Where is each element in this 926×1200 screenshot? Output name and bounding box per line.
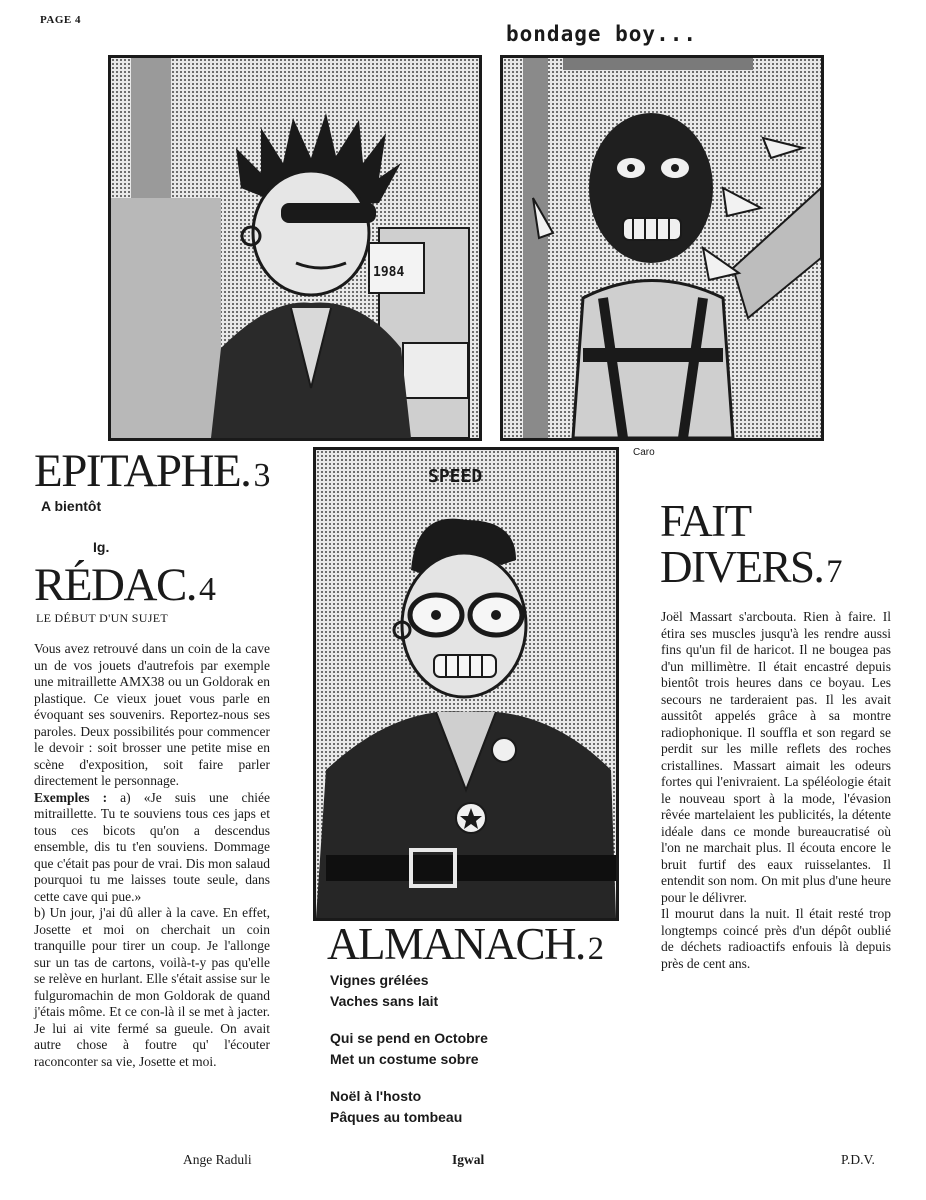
punk-illustration [111,58,479,438]
poem-stanza-3 [330,1086,600,1128]
comic-panel-speed [313,447,619,921]
poem-stanza-2 [330,1028,600,1070]
comic-strip-title: bondage boy... [506,22,698,46]
epitaphe-title: EPITAPHE. [34,445,251,497]
almanach-poem [330,970,600,1144]
epitaphe-number: 3 [253,457,271,494]
fait-divers-paragraph-2: Il mourut dans la nuit. Il était resté trop longtemps coincé près d'un dépôt oublié de déchets radioactifs enfouis là depuis près de cent ans. [661,906,891,971]
poem-line: Pâques au tombeau [330,1109,463,1125]
fait-divers-number: 7 [826,554,843,590]
redac-paragraph-2 [34,790,270,906]
fait-divers-paragraph-1: Joël Massart s'arcbouta. Rien à faire. Il étira ses muscles jusqu'à les rendre aussi fins qu'un fil de haricot. Il ne bougea pas d'un millimètre. Il était encastré depuis bientôt trois heures dans ce boyau. Les secours ne tarderaient pas. Il les avait aussitôt appelés grâce à sa montre radiophonique. Il souffla et son regard se perdit sur les mille reflets des roches cristallines. Massart aimait les odeurs fortes qui l'enivraient. La spéléologie était le nouveau sport à la mode, l'évasion rêvée martelaient les publicités, la détente idéale dans ce monde bureaucratisé où l'on ne marchait plus. Il écouta encore le bruit furtif des eaux ruisselantes. Il entendit son nom. On mit plus d'une heure pour le délivrer. [661,609,891,905]
epitaphe-headline [34,445,271,497]
bondage-illustration [503,58,821,438]
poem-stanza-1 [330,970,600,1012]
redac-example-a: a) «Je suis une chiée mitraillette. Tu te souviens tous ces japs et tous ces bicots qu'on a descendus ensemble, dis tu t'en souviens. Dommage que c'était pas pour de vrai. Dis mon salaud pourquoi tu me laisses toute seule, dans cette cave qui pue.» [34,789,270,904]
panel-sign-speed: SPEED [428,466,483,487]
poem-line: Vignes grélées [330,972,429,988]
poem-line: Met un costume sobre [330,1051,479,1067]
speed-punk-illustration [316,450,616,918]
redac-author: Ange Raduli [183,1152,252,1167]
fait-divers-article-body [661,609,891,972]
epitaphe-line: A bientôt [41,498,102,514]
fait-divers-author: P.D.V. [841,1152,875,1167]
redac-article-body [34,641,270,1070]
almanach-title: ALMANACH. [327,919,585,969]
comic-panel-punk [108,55,482,441]
poem-line: Noël à l'hosto [330,1088,422,1104]
poem-line: Vaches sans lait [330,993,439,1009]
fait-divers-title-line1: FAIT [660,496,751,546]
fait-divers-title-line2: DIVERS. [660,542,824,592]
redac-paragraph-3: b) Un jour, j'ai dû aller à la cave. En effet, Josette et moi on cherchait un coin tranquille pour tirer un coup. Je l'allonge sur un tas de cartons, voilà-t-y pas qu'elle se relève en hurlant. Elle s'était assise sur le fulguromachin de mon Goldorak de quand j'étais môme. Et ce con-là il se met à jacter. Je lui ai vite fermé sa gueule. On avait autre chose à foutre qu' l'écouter raconconter sa vie, Josette et moi. [34,905,270,1069]
redac-subtitle: LE DÉBUT D'UN SUJET [36,611,168,625]
artist-signature: Caro [633,447,655,458]
panel-sign-1984: 1984 [373,265,405,280]
redac-number: 4 [199,571,216,608]
poem-line: Qui se pend en Octobre [330,1030,488,1046]
almanach-headline [327,919,604,969]
almanach-author: Igwal [452,1152,485,1167]
redac-headline [34,559,216,611]
almanach-number: 2 [587,931,604,967]
redac-title: RÉDAC. [34,559,197,611]
epitaphe-signature: Ig. [93,539,110,555]
redac-examples-label: Exemples : [34,789,108,805]
fait-divers-headline [660,498,842,595]
comic-panel-bondage [500,55,824,441]
redac-paragraph-1: Vous avez retrouvé dans un coin de la cave un de vos jouets d'autrefois par exemple une mitraillette AMX38 ou un Goldorak en plastique. Ce vieux jouet vous parle en évoquant ses souvenirs. Reportez-nous ses paroles. Deux possibilités pour commencer le devoir : soit brosser une petite mise en scène d'exposition, soit faire parler directement le personnage. [34,641,270,788]
page-number: PAGE 4 [40,14,81,26]
